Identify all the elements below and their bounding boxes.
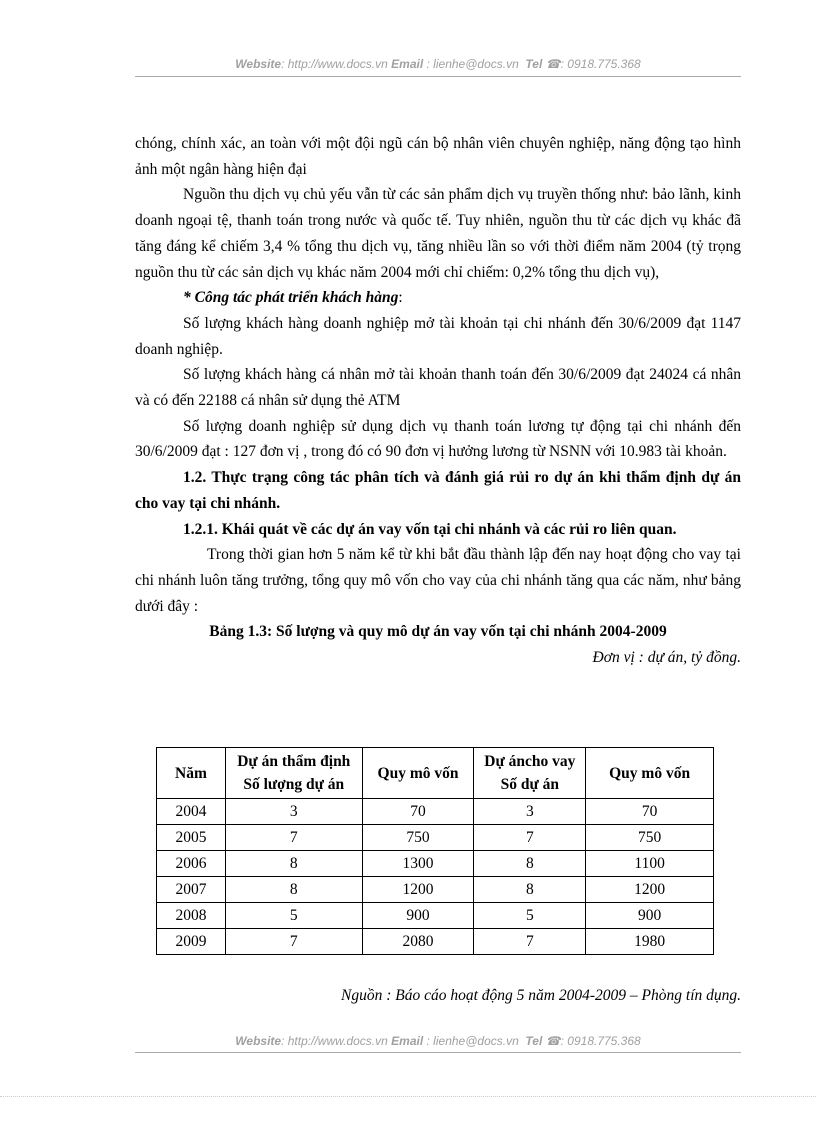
cell: 750	[362, 825, 474, 851]
header-capital-appraised: Quy mô vốn	[362, 748, 474, 799]
paragraph-5: Số lượng khách hàng cá nhân mở tài khoản thanh toán đến 30/6/2009 đạt 24024 cá nhân và có đến 22188 cá nhân sử dụng thẻ ATM	[135, 366, 741, 410]
table-row	[157, 877, 714, 903]
table-caption: Bảng 1.3: Số lượng và quy mô dự án vay vốn tại chi nhánh 2004-2009	[209, 623, 667, 641]
document-body	[135, 131, 741, 671]
cell: 7	[474, 929, 586, 955]
table-row	[157, 851, 714, 877]
phone-icon: ☎	[545, 1034, 561, 1048]
cell-year: 2006	[157, 851, 226, 877]
table-header-row	[157, 748, 714, 799]
paragraph-1: chóng, chính xác, an toàn với một đội ngũ cán bộ nhân viên chuyên nghiệp, năng động tạo hình ảnh một ngân hàng hiện đại	[135, 135, 741, 178]
cell: 7	[225, 929, 362, 955]
cell-year: 2007	[157, 877, 226, 903]
cell: 8	[474, 877, 586, 903]
tel-value: : 0918.775.368	[560, 1034, 641, 1048]
cell: 8	[225, 877, 362, 903]
cell: 1100	[586, 851, 714, 877]
cell: 7	[225, 825, 362, 851]
cell-year: 2005	[157, 825, 226, 851]
table-row	[157, 929, 714, 955]
tel-label: Tel	[525, 1034, 543, 1048]
email-label: Email	[391, 57, 424, 71]
header-loan-projects: Dự áncho vay Số dự án	[474, 748, 586, 799]
table-row	[157, 903, 714, 929]
website-value: : http://www.docs.vn	[281, 57, 388, 71]
cell-year: 2008	[157, 903, 226, 929]
tel-value: : 0918.775.368	[560, 57, 641, 71]
cell: 70	[586, 799, 714, 825]
page-footer	[135, 1034, 741, 1048]
cell: 1200	[586, 877, 714, 903]
heading-1-2-1: 1.2.1. Khái quát về các dự án vay vốn tại chi nhánh và các rủi ro liên quan.	[183, 520, 677, 538]
cell-year: 2004	[157, 799, 226, 825]
header-year: Năm	[157, 748, 226, 799]
paragraph-4: Số lượng khách hàng doanh nghiệp mở tài khoản tại chi nhánh đến 30/6/2009 đạt 1147 doanh nghiệp.	[135, 314, 741, 358]
heading-1-2: 1.2. Thực trạng công tác phân tích và đánh giá rủi ro dự án khi thẩm định dự án cho vay tại chi nhánh.	[135, 469, 741, 512]
tel-label: Tel	[525, 57, 543, 71]
cell: 1300	[362, 851, 474, 877]
cell: 900	[586, 903, 714, 929]
page-header	[135, 57, 741, 71]
cell: 70	[362, 799, 474, 825]
header-appraised: Dự án thẩm định Số lượng dự án	[225, 748, 362, 799]
paragraph-7: Trong thời gian hơn 5 năm kể từ khi bắt đầu thành lập đến nay hoạt động cho vay tại chi nhánh luôn tăng trưởng, tổng quy mô vốn cho vay của chi nhánh tăng qua các năm, như bảng dưới đây :	[135, 546, 741, 615]
cell-year: 2009	[157, 929, 226, 955]
email-value: : lienhe@docs.vn	[426, 1034, 519, 1048]
table-row	[157, 825, 714, 851]
footer-rule	[135, 1052, 741, 1053]
cell: 5	[474, 903, 586, 929]
phone-icon: ☎	[545, 57, 561, 71]
website-label: Website	[235, 1034, 282, 1048]
website-label: Website	[235, 57, 282, 71]
cell: 5	[225, 903, 362, 929]
cell: 3	[225, 799, 362, 825]
cell: 1200	[362, 877, 474, 903]
cell: 3	[474, 799, 586, 825]
section-title-customers: * Công tác phát triển khách hàng	[183, 289, 399, 307]
cell: 8	[225, 851, 362, 877]
website-value: : http://www.docs.vn	[281, 1034, 388, 1048]
header-capital-loan: Quy mô vốn	[586, 748, 714, 799]
projects-table	[156, 747, 714, 955]
header-rule	[135, 76, 741, 77]
cell: 2080	[362, 929, 474, 955]
table-unit: Đơn vị : dự án, tỷ đồng.	[592, 649, 741, 667]
cell: 7	[474, 825, 586, 851]
cell: 8	[474, 851, 586, 877]
email-value: : lienhe@docs.vn	[426, 57, 519, 71]
paragraph-3: * Công tác phát triển khách hàng:	[183, 289, 403, 307]
table-row	[157, 799, 714, 825]
cell: 750	[586, 825, 714, 851]
cell: 1980	[586, 929, 714, 955]
paragraph-2: Nguồn thu dịch vụ chủ yếu vẫn từ các sản phẩm dịch vụ truyền thống như: bảo lãnh, kinh doanh ngoại tệ, thanh toán trong nước và quốc tế. Tuy nhiên, nguồn thu từ các dịch vụ khác đã tăng đáng kể chiếm 3,4 % tổng thu dịch vụ, tăng nhiều lần so với thời điểm năm 2004 (tỷ trọng nguồn thu từ các sản dịch vụ khác năm 2004 mới chỉ chiếm: 0,2% tổng thu dịch vụ),	[135, 186, 741, 281]
page-break-line	[0, 1096, 816, 1097]
paragraph-6: Số lượng doanh nghiệp sử dụng dịch vụ thanh toán lương tự động tại chi nhánh đến 30/6/2009 đạt : 127 đơn vị , trong đó có 90 đơn vị hưởng lương từ NSNN với 10.983 tài khoản.	[135, 417, 741, 461]
cell: 900	[362, 903, 474, 929]
email-label: Email	[391, 1034, 424, 1048]
table-source: Nguồn : Báo cáo hoạt động 5 năm 2004-2009 – Phòng tín dụng.	[341, 987, 741, 1004]
